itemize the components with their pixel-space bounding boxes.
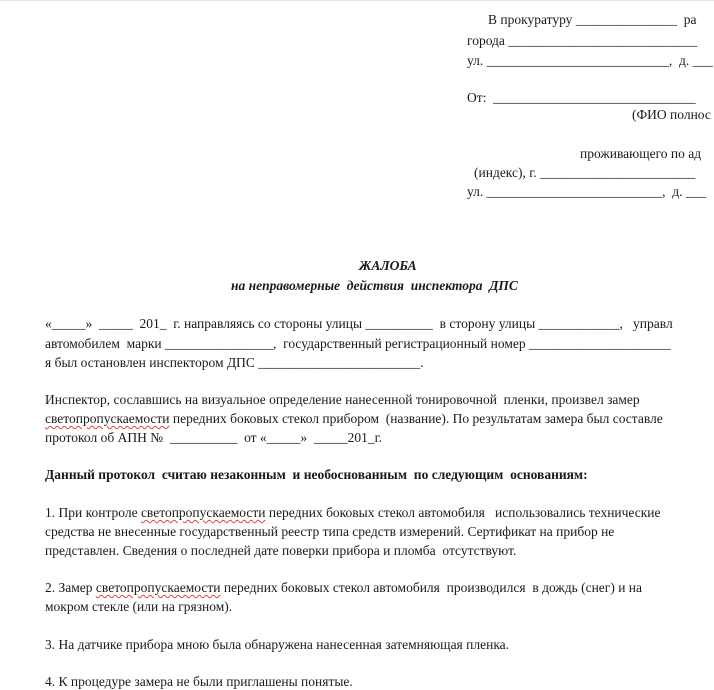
point-2-line-1 [45, 580, 642, 596]
incident-line-3: я был остановлен инспектором ДПС ________________________. [45, 355, 424, 370]
addressee-street-line: ул. ___________________________, д. ___ [467, 53, 713, 68]
spellcheck-word: светопропускаемости [45, 411, 170, 426]
measurement-line-2-rest: передних боковых стекол прибором (название). По результатам замера был составле [169, 411, 663, 426]
measurement-line-2 [45, 411, 663, 427]
sender-index-city-line: (индекс), г. _______________________ [474, 165, 696, 180]
point-3: 3. На датчике прибора мною была обнаружена нанесенная затемняющая пленка. [45, 637, 510, 652]
title-subtitle: на неправомерные действия инспектора ДПС [231, 278, 518, 293]
point-2-rest: передних боковых стекол автомобиля производился в дождь (снег) и на [220, 580, 643, 595]
sender-from-line: От: ______________________________ [467, 90, 696, 105]
spellcheck-word: светопропускаемости [95, 580, 221, 595]
grounds-heading: Данный протокол считаю незаконным и необоснованным по следующим основаниям: [45, 467, 588, 482]
point-1-prefix: 1. При контроле [45, 505, 141, 520]
measurement-line-1: Инспектор, сославшись на визуальное определение нанесенной тонировочной пленки, произвел замер [45, 392, 640, 407]
point-2-prefix: 2. Замер [45, 580, 96, 595]
sender-residence-line: проживающего по ад [580, 146, 702, 161]
measurement-line-3: протокол об АПН № __________ от «_____» _____201_г. [45, 430, 383, 445]
top-border [0, 0, 714, 1]
point-2-line-2: мокром стекле (или на грязном). [45, 599, 233, 614]
spellcheck-word: светопропускаемости [140, 505, 266, 520]
addressee-city-line: города ____________________________ [467, 33, 698, 48]
point-1-line-1 [45, 505, 661, 521]
incident-line-1: «_____» _____ 201_ г. направляясь со стороны улицы __________ в сторону улицы ____________, управл [45, 316, 673, 331]
point-4: 4. К процедуре замера не были приглашены понятые. [45, 674, 353, 689]
point-1-line-2: средства не внесенные государственный реестр типа средств измерений. Сертификат на прибор не [45, 524, 615, 539]
title-main: ЖАЛОБА [359, 258, 417, 273]
addressee-prosecutor-line: В прокуратуру _______________ ра [488, 12, 697, 27]
point-1-rest: передних боковых стекол автомобиля использовались технические [265, 505, 661, 520]
sender-fio-caption: (ФИО полнос [632, 107, 711, 122]
sender-street-line: ул. __________________________, д. ___ [467, 184, 707, 199]
incident-line-2: автомобилем марки ________________, государственный регистрационный номер _____________________ [45, 336, 671, 351]
point-1-line-3: представлен. Сведения о последней дате поверки прибора и пломба отсутствуют. [45, 543, 517, 558]
